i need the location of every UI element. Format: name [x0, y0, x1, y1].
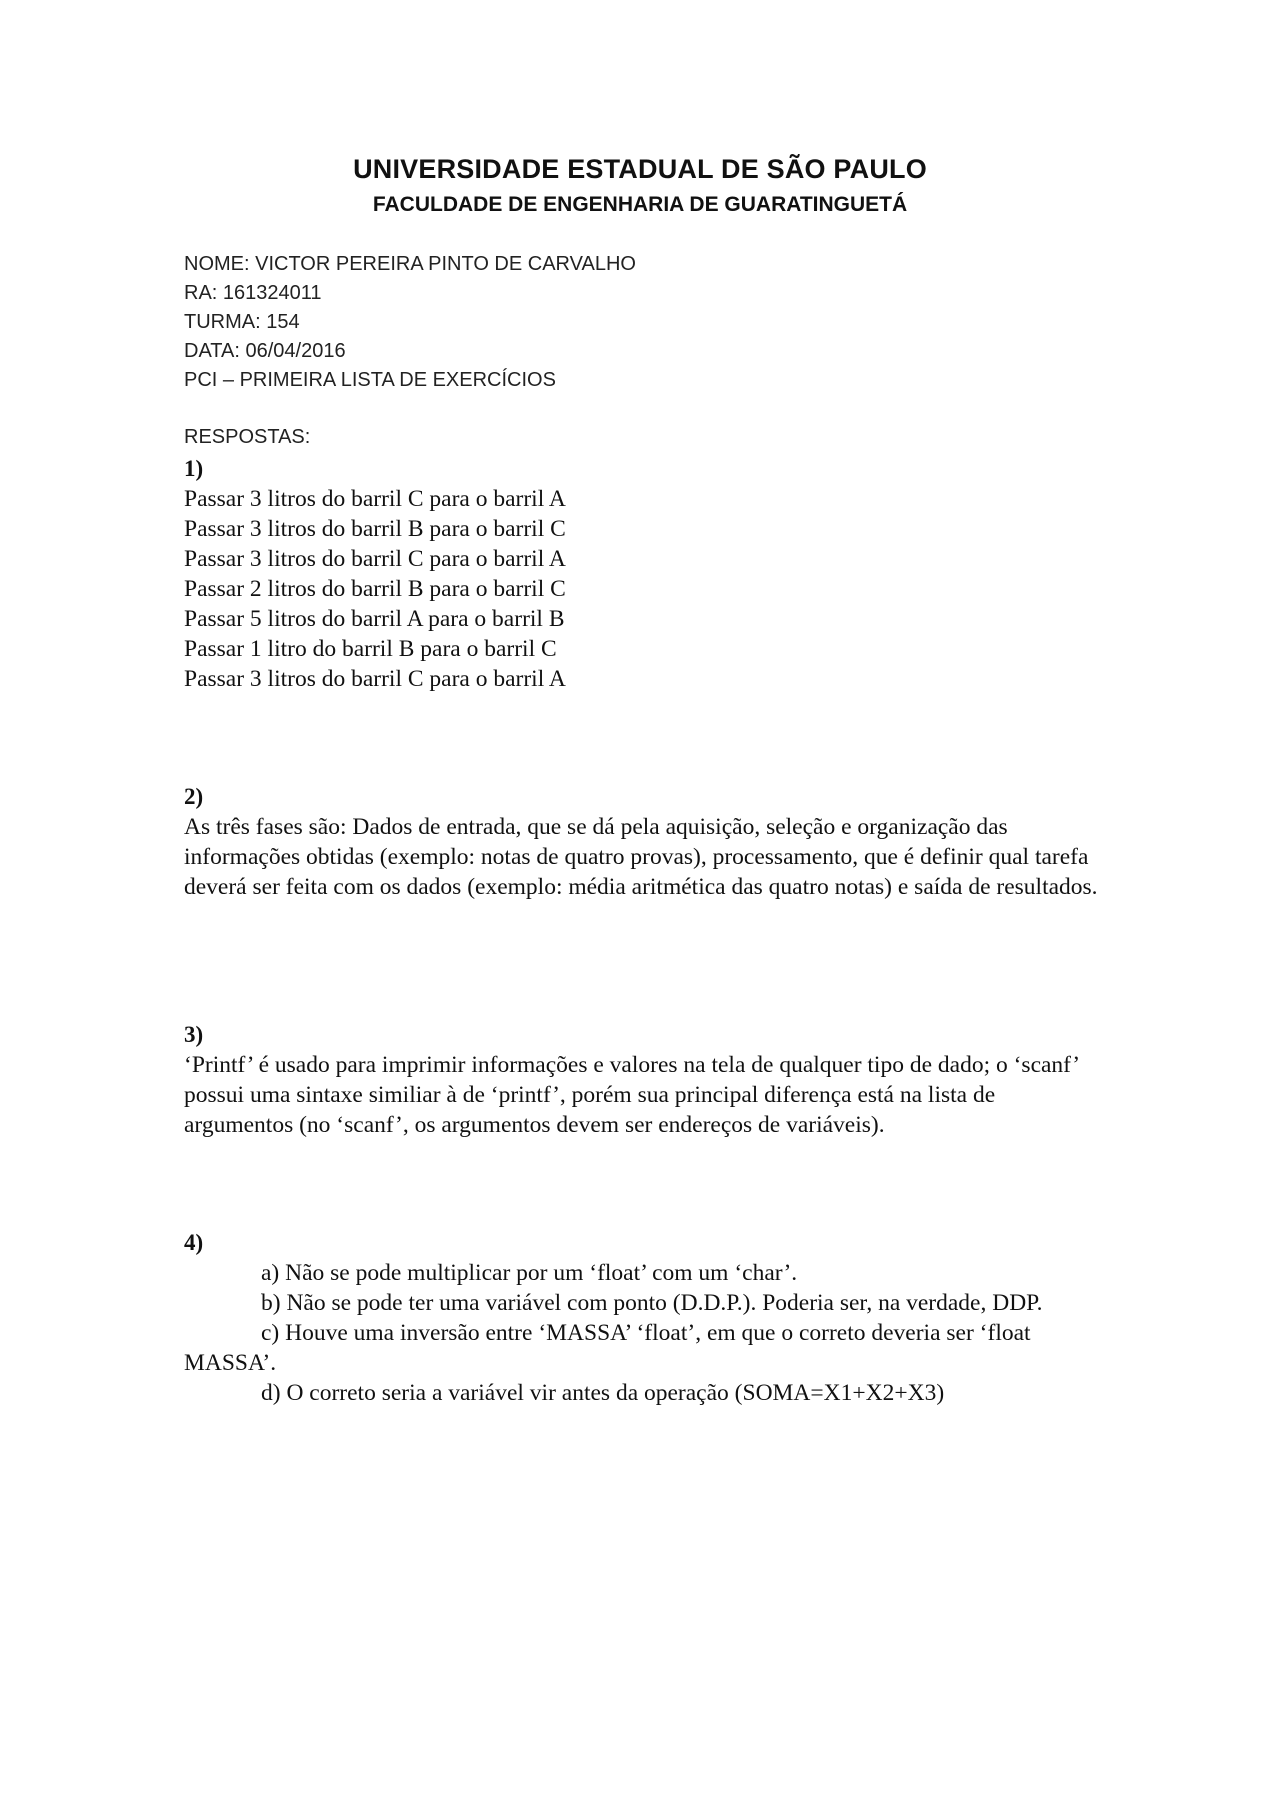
q2-answer: As três fases são: Dados de entrada, que se dá pela aquisição, seleção e organização das informações obtidas (exemplo: notas de quatro provas), processamento, que é definir qual tarefa deverá ser feita com os dados (exemplo: média aritmética das quatro notas) e saída de resultados. — [184, 814, 1098, 900]
faculty-subtitle: FACULDADE DE ENGENHARIA DE GUARATINGUETÁ — [372, 193, 908, 216]
student-turma: TURMA: 154 — [184, 311, 300, 333]
q1-number: 1) — [184, 456, 204, 481]
q2-number: 2) — [184, 784, 204, 809]
student-name: NOME: VICTOR PEREIRA PINTO DE CARVALHO — [184, 253, 636, 275]
q4-number: 4) — [184, 1230, 204, 1255]
q4-item-c: c) Houve uma inversão entre ‘MASSA’ ‘float’, em que o correto deveria ser ‘float MASSA’. — [184, 1320, 1031, 1376]
q1-line: Passar 3 litros do barril C para o barril A — [184, 486, 566, 512]
answers-label: RESPOSTAS: — [184, 426, 311, 448]
q1-line: Passar 3 litros do barril B para o barril C — [184, 516, 566, 542]
q1-line: Passar 2 litros do barril B para o barril C — [184, 576, 566, 602]
q1-line: Passar 1 litro do barril B para o barril C — [184, 636, 557, 662]
q1-line: Passar 3 litros do barril C para o barril A — [184, 666, 566, 692]
q3-answer: ‘Printf’ é usado para imprimir informações e valores na tela de qualquer tipo de dado; o ‘scanf’ possui uma sintaxe similiar à de ‘printf’, porém sua principal diferença está na lista de argumentos (no ‘scanf’, os argumentos devem ser endereços de variáveis). — [184, 1052, 1079, 1138]
student-ra: RA: 161324011 — [184, 282, 322, 304]
q3-number: 3) — [184, 1022, 204, 1047]
university-title: UNIVERSIDADE ESTADUAL DE SÃO PAULO — [353, 154, 927, 184]
q4-item-b: b) Não se pode ter uma variável com ponto (D.D.P.). Poderia ser, na verdade, DDP. — [261, 1290, 1043, 1316]
student-date: DATA: 06/04/2016 — [184, 340, 346, 362]
exercise-list-title: PCI – PRIMEIRA LISTA DE EXERCÍCIOS — [184, 369, 556, 391]
student-info — [184, 250, 636, 395]
q1-answer — [184, 484, 1104, 694]
q4-item-d: d) O correto seria a variável vir antes da operação (SOMA=X1+X2+X3) — [261, 1380, 945, 1406]
q4-answer — [184, 1258, 1104, 1408]
q1-line: Passar 5 litros do barril A para o barril B — [184, 606, 565, 632]
q1-line: Passar 3 litros do barril C para o barril A — [184, 546, 566, 572]
q4-item-a: a) Não se pode multiplicar por um ‘float’ com um ‘char’. — [261, 1260, 798, 1286]
